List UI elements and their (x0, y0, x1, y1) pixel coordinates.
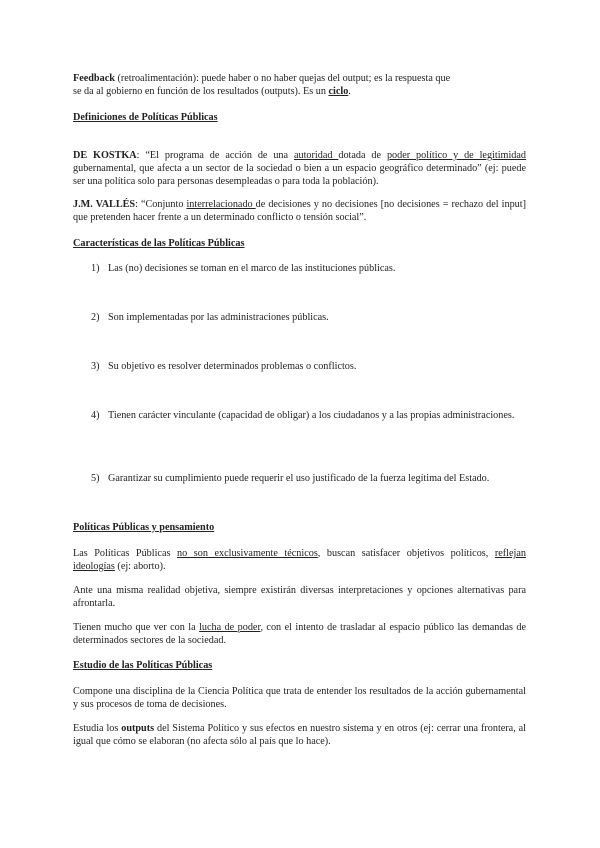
pensamiento-paragraph-3 (73, 621, 526, 647)
list-item-number: 2) (91, 312, 100, 323)
pensamiento-paragraph-2: Ante una misma realidad objetiva, siempre existirán diversas interpretaciones y opciones alternativas para afrontarla. (73, 585, 526, 609)
feedback-term: Feedback (73, 73, 115, 84)
list-item-text: Tienen carácter vinculante (capacidad de obligar) a los ciudadanos y a las propias administraciones. (108, 410, 515, 421)
estudio-p2-text-2: del Sistema Político y sus efectos en nuestro sistema y en otros (ej: cerrar una frontera, al igual que cómo se elaboran (no afecta sólo al país que lo hace). (73, 723, 526, 747)
pensamiento-p1-underline-2: reflejan ideologías (73, 548, 526, 572)
kostka-underline-autoridad: autoridad (293, 150, 339, 161)
pensamiento-p1-text-1: Las Políticas Públicas (73, 548, 178, 559)
pensamiento-p3-text-1: Tienen mucho que ver con la (73, 622, 200, 633)
outputs-term: outputs (121, 723, 155, 734)
list-item-number: 4) (91, 410, 100, 421)
pensamiento-p1-text-2: , buscan satisfacer objetivos políticos, (317, 548, 495, 559)
feedback-line-2 (73, 85, 526, 98)
pensamiento-p3-text-2: , con el intento de trasladar al espacio público las demandas de determinados sectores de la sociedad. (73, 622, 526, 646)
valles-text-1: : “Conjunto (135, 199, 187, 210)
definiciones-heading: Definiciones de Políticas Públicas (73, 112, 218, 123)
pensamiento-p3-underline: lucha de poder (199, 622, 261, 633)
valles-underline-interrelacionado: interrelacionado (186, 199, 256, 210)
feedback-paragraph (73, 72, 526, 98)
valles-definition (73, 198, 526, 224)
pensamiento-p1-underline-1: no son exclusivamente técnicos (177, 548, 318, 559)
feedback-end: . (348, 86, 351, 97)
list-item-text: Garantizar su cumplimiento puede requerir el uso justificado de la fuerza legítima del Estado. (108, 473, 490, 484)
kostka-author: DE KOSTKA (73, 150, 137, 161)
kostka-text-1: : “El programa de acción de una (136, 150, 294, 161)
feedback-text: (retroalimentación): puede haber o no haber quejas del output; es la respuesta que (114, 73, 451, 84)
kostka-text-3: gubernamental, que afecta a un sector de la sociedad o bien a un espacio geográfico determinado” (ej: puede ser una política solo para personas desempleadas o para toda la población). (73, 163, 526, 187)
valles-author: J.M. VALLÉS (73, 199, 136, 210)
ciclo-term: ciclo (328, 86, 349, 97)
list-item-number: 3) (91, 361, 100, 372)
kostka-underline-poder: poder político y de legitimidad (386, 150, 527, 161)
list-item-text: Su objetivo es resolver determinados problemas o conflictos. (108, 361, 357, 372)
pensamiento-heading: Políticas Públicas y pensamiento (73, 522, 215, 533)
kostka-text-2: dotada de (338, 150, 387, 161)
estudio-paragraph-1: Compone una disciplina de la Ciencia Política que trata de entender los resultados de la acción gubernamental y sus procesos de toma de decisiones. (73, 686, 526, 710)
list-item-number: 5) (91, 473, 100, 484)
valles-text-2: de decisiones y no decisiones [no decisiones = rechazo del input] que pretenden hacer frente a un determinado conflicto o tensión social”. (73, 199, 526, 223)
estudio-paragraph-2 (73, 722, 526, 748)
caracteristicas-heading: Características de las Políticas Públicas (73, 238, 245, 249)
estudio-heading: Estudio de las Políticas Públicas (73, 660, 213, 671)
feedback-text-2: se da al gobierno en función de los resultados (outputs). Es un (73, 86, 329, 97)
list-item-text: Son implementadas por las administraciones públicas. (108, 312, 329, 323)
list-item-number: 1) (91, 263, 100, 274)
pensamiento-p1-text-3: (ej: aborto). (114, 561, 166, 572)
estudio-p2-text-1: Estudia los (73, 723, 122, 734)
kostka-definition (73, 149, 526, 188)
pensamiento-paragraph-1 (73, 547, 526, 573)
feedback-line-1 (73, 72, 526, 85)
list-item-text: Las (no) decisiones se toman en el marco de las instituciones públicas. (108, 263, 396, 274)
